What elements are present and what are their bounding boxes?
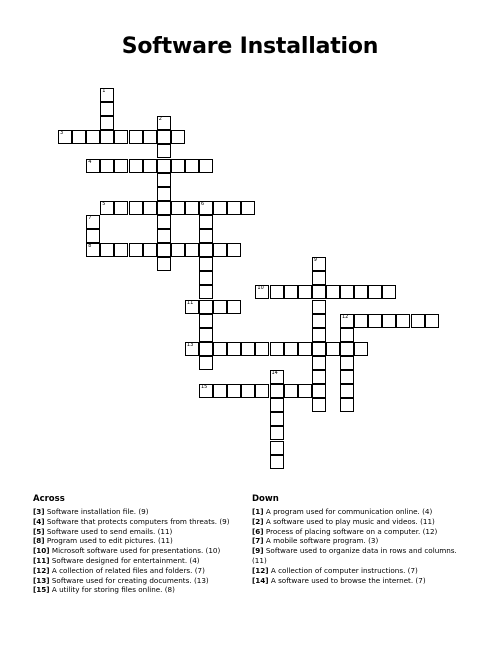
down-clue (252, 517, 472, 527)
grid-cell[interactable] (298, 384, 312, 398)
grid-cell[interactable] (129, 201, 143, 215)
grid-cell[interactable] (199, 300, 213, 314)
clue-text: Software installation file. (9) (44, 507, 149, 516)
grid-cell[interactable] (227, 201, 241, 215)
grid-cell[interactable] (157, 201, 171, 215)
grid-cell[interactable] (157, 116, 171, 130)
grid-cell[interactable] (199, 243, 213, 257)
grid-cell[interactable] (213, 201, 227, 215)
cell-number: 5 (102, 200, 106, 207)
grid-cell[interactable] (270, 455, 284, 469)
grid-cell[interactable] (171, 159, 185, 173)
clue-text: Software that protects computers from threats. (9) (44, 516, 230, 526)
grid-cell[interactable] (312, 356, 326, 370)
grid-cell[interactable] (171, 130, 185, 144)
clue-number: [11] (33, 555, 50, 565)
cell-number: 9 (313, 257, 317, 264)
grid-cell[interactable] (284, 285, 298, 299)
grid-cell[interactable] (340, 356, 354, 370)
cell-number: 14 (271, 370, 278, 376)
grid-cell[interactable] (340, 384, 354, 398)
grid-cell[interactable] (100, 130, 114, 144)
grid-cell[interactable] (86, 130, 100, 144)
grid-cell[interactable] (58, 130, 72, 144)
grid-cell[interactable] (312, 370, 326, 384)
clue-text: A collection of related files and folders. (7) (49, 565, 205, 575)
grid-cell[interactable] (199, 159, 213, 173)
grid-cell[interactable] (199, 384, 213, 398)
clue-number: [12] (252, 565, 269, 575)
grid-cell[interactable] (425, 314, 439, 328)
clue-number: [15] (33, 585, 50, 595)
grid-cell[interactable] (185, 342, 199, 356)
grid-cell[interactable] (368, 285, 382, 299)
grid-cell[interactable] (114, 130, 128, 144)
grid-cell[interactable] (171, 243, 185, 257)
grid-cell[interactable] (241, 384, 255, 398)
across-clue (33, 507, 238, 517)
across-clue (33, 566, 238, 576)
grid-cell[interactable] (100, 243, 114, 257)
clue-text: Process of placing software on a computer. (12) (263, 526, 438, 536)
grid-cell[interactable] (368, 314, 382, 328)
clue-text: A program used for communication online. (4) (263, 507, 433, 516)
down-clue (252, 536, 472, 546)
grid-cell[interactable] (157, 159, 171, 173)
puzzle-title: Software Installation (121, 34, 379, 59)
clue-number: [12] (33, 565, 50, 575)
grid-cell[interactable] (312, 398, 326, 412)
grid-cell[interactable] (213, 300, 227, 314)
grid-cell[interactable] (354, 342, 368, 356)
grid-cell[interactable] (340, 285, 354, 299)
grid-cell[interactable] (312, 342, 326, 356)
grid-cell[interactable] (157, 144, 171, 158)
grid-cell[interactable] (284, 342, 298, 356)
grid-cell[interactable] (213, 342, 227, 356)
clue-number: [9] (252, 546, 264, 556)
grid-cell[interactable] (241, 342, 255, 356)
grid-cell[interactable] (312, 285, 326, 299)
grid-cell[interactable] (185, 300, 199, 314)
grid-cell[interactable] (382, 285, 396, 299)
clue-number: [5] (33, 526, 45, 536)
cell-number: 4 (88, 158, 92, 165)
down-clue (252, 527, 472, 537)
grid-cell[interactable] (185, 243, 199, 257)
cell-number: 3 (60, 130, 64, 137)
grid-cell[interactable] (129, 159, 143, 173)
clue-number: [13] (33, 575, 50, 585)
clue-text: A collection of computer instructions. (7) (268, 565, 418, 575)
grid-cell[interactable] (114, 243, 128, 257)
grid-cell[interactable] (227, 300, 241, 314)
grid-cell[interactable] (157, 229, 171, 243)
grid-cell[interactable] (199, 201, 213, 215)
grid-cell[interactable] (199, 257, 213, 271)
grid-cell[interactable] (143, 243, 157, 257)
grid-cell[interactable] (340, 314, 354, 328)
cell-number: 15 (201, 384, 208, 391)
grid-cell[interactable] (143, 130, 157, 144)
grid-cell[interactable] (199, 271, 213, 285)
cell-number: 2 (158, 116, 162, 123)
clue-number: [2] (252, 516, 264, 526)
cell-number: 13 (186, 341, 194, 348)
clue-number: [8] (33, 536, 45, 546)
grid-cell[interactable] (298, 285, 312, 299)
grid-cell[interactable] (185, 159, 199, 173)
grid-cell[interactable] (227, 384, 241, 398)
clue-number: [14] (252, 575, 269, 585)
grid-cell[interactable] (100, 159, 114, 173)
grid-cell[interactable] (382, 314, 396, 328)
grid-cell[interactable] (86, 243, 100, 257)
grid-cell[interactable] (199, 229, 213, 243)
clue-text: A mobile software program. (3) (263, 536, 379, 546)
across-heading: Across (33, 494, 65, 504)
grid-cell[interactable] (270, 441, 284, 455)
grid-cell[interactable] (86, 229, 100, 243)
grid-cell[interactable] (270, 412, 284, 426)
grid-cell[interactable] (326, 285, 340, 299)
across-clues (33, 494, 238, 595)
grid-cell[interactable] (157, 173, 171, 187)
grid-cell[interactable] (255, 285, 269, 299)
grid-cell[interactable] (312, 314, 326, 328)
clue-text: Software designed for entertainment. (4) (49, 555, 200, 565)
grid-cell[interactable] (199, 342, 213, 356)
grid-cell[interactable] (199, 285, 213, 299)
down-clues (252, 494, 472, 585)
grid-cell[interactable] (312, 384, 326, 398)
clue-text: Software used to send emails. (11) (44, 526, 173, 536)
down-clue (252, 507, 472, 517)
cell-number: 6 (201, 200, 205, 207)
grid-cell[interactable] (227, 342, 241, 356)
cell-number: 8 (88, 243, 92, 250)
grid-cell[interactable] (199, 215, 213, 229)
clue-number: [6] (252, 526, 264, 536)
across-clue (33, 527, 238, 537)
grid-cell[interactable] (199, 314, 213, 328)
grid-cell[interactable] (340, 328, 354, 342)
grid-cell[interactable] (185, 201, 199, 215)
clue-number: [1] (252, 507, 264, 516)
grid-cell[interactable] (312, 257, 326, 271)
grid-cell[interactable] (270, 398, 284, 412)
grid-cell[interactable] (298, 342, 312, 356)
grid-cell[interactable] (227, 243, 241, 257)
clue-number: [10] (33, 546, 50, 556)
grid-cell[interactable] (340, 398, 354, 412)
grid-cell[interactable] (284, 384, 298, 398)
clue-text: Microsoft software used for presentations. (10) (49, 546, 221, 556)
grid-cell[interactable] (213, 243, 227, 257)
clue-text: A utility for storing files online. (8) (49, 585, 175, 595)
grid-cell[interactable] (157, 187, 171, 201)
across-clue (33, 517, 238, 527)
across-clue (33, 556, 238, 566)
grid-cell[interactable] (312, 300, 326, 314)
grid-cell[interactable] (213, 384, 227, 398)
grid-cell[interactable] (171, 201, 185, 215)
down-clue (252, 576, 472, 586)
cell-number: 7 (88, 214, 92, 221)
grid-cell[interactable] (270, 370, 284, 384)
grid-cell[interactable] (255, 384, 269, 398)
grid-cell[interactable] (411, 314, 425, 328)
grid-cell[interactable] (86, 215, 100, 229)
across-clue (33, 585, 238, 595)
cell-number: 1 (102, 88, 106, 94)
grid-cell[interactable] (157, 130, 171, 144)
grid-cell[interactable] (100, 88, 114, 102)
clue-number: [7] (252, 536, 264, 546)
cell-number: 10 (257, 285, 264, 292)
clue-text: A software used to play music and videos. (11) (263, 516, 435, 526)
grid-cell[interactable] (143, 159, 157, 173)
across-clue (33, 546, 238, 556)
grid-cell[interactable] (114, 201, 128, 215)
clue-number: [3] (33, 507, 45, 516)
grid-cell[interactable] (270, 285, 284, 299)
grid-cell[interactable] (143, 201, 157, 215)
grid-cell[interactable] (270, 384, 284, 398)
grid-cell[interactable] (340, 342, 354, 356)
grid-cell[interactable] (157, 257, 171, 271)
grid-cell[interactable] (129, 243, 143, 257)
clue-text: Software used for creating documents. (13) (49, 575, 209, 585)
clue-number: [4] (33, 516, 45, 526)
down-clue (252, 566, 472, 576)
grid-cell[interactable] (129, 130, 143, 144)
grid-cell[interactable] (270, 342, 284, 356)
grid-cell[interactable] (100, 201, 114, 215)
grid-cell[interactable] (340, 370, 354, 384)
grid-cell[interactable] (354, 314, 368, 328)
grid-cell[interactable] (157, 243, 171, 257)
grid-cell[interactable] (114, 159, 128, 173)
grid-cell[interactable] (199, 356, 213, 370)
grid-cell[interactable] (100, 116, 114, 130)
grid-cell[interactable] (312, 328, 326, 342)
grid-cell[interactable] (199, 328, 213, 342)
grid-cell[interactable] (241, 201, 255, 215)
grid-cell[interactable] (312, 271, 326, 285)
clue-text: Program used to edit pictures. (11) (44, 536, 173, 546)
cell-number: 12 (342, 313, 349, 320)
grid-cell[interactable] (270, 426, 284, 440)
across-clue (33, 576, 238, 586)
grid-cell[interactable] (354, 285, 368, 299)
down-clue (252, 546, 472, 566)
grid-cell[interactable] (326, 342, 340, 356)
clue-text: A software used to browse the internet. (7) (268, 575, 426, 585)
grid-cell[interactable] (100, 102, 114, 116)
grid-cell[interactable] (255, 342, 269, 356)
grid-cell[interactable] (157, 215, 171, 229)
grid-cell[interactable] (72, 130, 86, 144)
across-clue (33, 536, 238, 546)
down-heading: Down (252, 494, 279, 504)
cell-number: 11 (186, 299, 194, 306)
grid-cell[interactable] (86, 159, 100, 173)
grid-cell[interactable] (396, 314, 410, 328)
clue-text: Software used to organize data in rows and columns. (11) (252, 546, 457, 565)
